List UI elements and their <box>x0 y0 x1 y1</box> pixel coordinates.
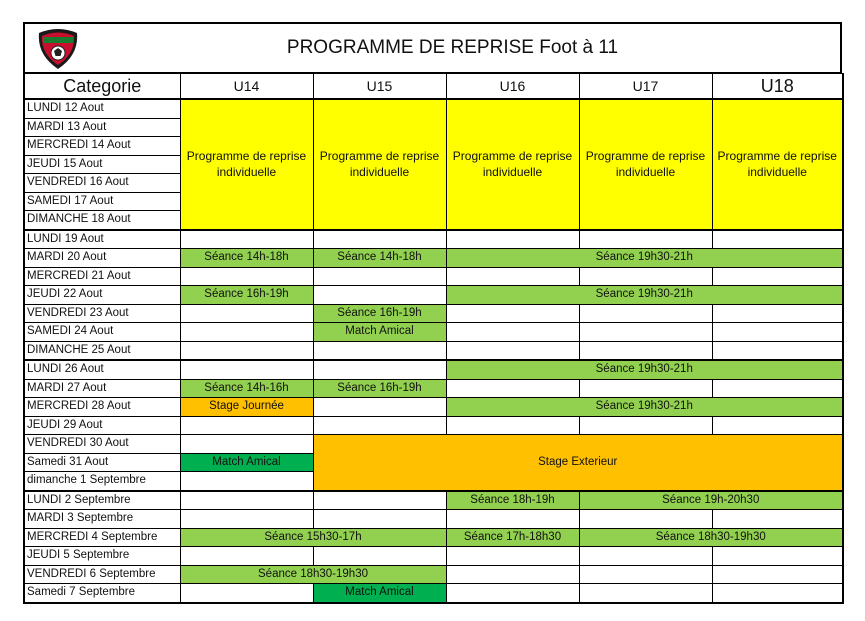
cell <box>712 230 843 249</box>
cell <box>446 323 579 342</box>
day-label: JEUDI 5 Septembre <box>24 547 180 566</box>
day-label: MARDI 27 Aout <box>24 379 180 398</box>
cell <box>446 267 579 286</box>
table-row <box>24 267 843 286</box>
table-row <box>24 435 843 454</box>
cell <box>446 584 579 603</box>
u17-individual: Programme de reprise individuelle <box>579 99 712 230</box>
cell <box>579 416 712 435</box>
u16-u18-session: Séance 19h30-21h <box>446 398 843 417</box>
day-label: JEUDI 22 Aout <box>24 286 180 305</box>
day-label: dimanche 1 Septembre <box>24 472 180 491</box>
u17-u18-session: Séance 19h-20h30 <box>579 491 843 510</box>
page-title: PROGRAMME DE REPRISE Foot à 11 <box>286 37 619 58</box>
day-label: DIMANCHE 18 Aout <box>24 211 180 230</box>
cell <box>313 286 446 305</box>
day-label: LUNDI 19 Aout <box>24 230 180 249</box>
cell <box>579 341 712 360</box>
day-label: DIMANCHE 25 Aout <box>24 341 180 360</box>
cell <box>579 565 712 584</box>
u15-session: Séance 16h-19h <box>313 379 446 398</box>
day-label: LUNDI 12 Aout <box>24 99 180 118</box>
cell <box>446 547 579 566</box>
day-label: MARDI 20 Aout <box>24 249 180 268</box>
cell <box>313 230 446 249</box>
day-label: VENDREDI 16 Aout <box>24 174 180 193</box>
cell <box>180 267 313 286</box>
u16-session: Séance 18h-19h <box>446 491 579 510</box>
cell <box>712 547 843 566</box>
cell <box>313 491 446 510</box>
cell <box>313 547 446 566</box>
title-bar <box>23 22 842 73</box>
cell <box>712 267 843 286</box>
u16-u18-session: Séance 19h30-21h <box>446 286 843 305</box>
u15-u18-stage-exterieur: Stage Exterieur <box>313 435 843 491</box>
cell <box>180 491 313 510</box>
cell <box>712 341 843 360</box>
cell <box>712 379 843 398</box>
cell <box>313 510 446 529</box>
u15-match: Match Amical <box>313 323 446 342</box>
day-label: VENDREDI 30 Aout <box>24 435 180 454</box>
header-u17: U17 <box>579 74 712 100</box>
cell <box>313 398 446 417</box>
u15-individual: Programme de reprise individuelle <box>313 99 446 230</box>
cell <box>579 267 712 286</box>
cell <box>579 510 712 529</box>
u14-session: Séance 16h-19h <box>180 286 313 305</box>
cell <box>180 416 313 435</box>
u17-u18-session: Séance 18h30-19h30 <box>579 528 843 547</box>
u16-u18-session: Séance 19h30-21h <box>446 249 843 268</box>
cell <box>180 360 313 379</box>
u14-individual: Programme de reprise individuelle <box>180 99 313 230</box>
header-u16: U16 <box>446 74 579 100</box>
cell <box>712 416 843 435</box>
header-u18: U18 <box>712 74 843 100</box>
u18-individual: Programme de reprise individuelle <box>712 99 843 230</box>
cell <box>446 510 579 529</box>
cell <box>579 547 712 566</box>
u14-u15-session: Séance 18h30-19h30 <box>180 565 446 584</box>
day-label: LUNDI 2 Septembre <box>24 491 180 510</box>
schedule-table <box>23 73 844 604</box>
cell <box>446 304 579 323</box>
table-row <box>24 379 843 398</box>
day-label: MERCREDI 28 Aout <box>24 398 180 417</box>
day-label: SAMEDI 17 Aout <box>24 192 180 211</box>
cell <box>180 230 313 249</box>
cell <box>579 323 712 342</box>
day-label: VENDREDI 23 Aout <box>24 304 180 323</box>
u14-stage-journee: Stage Journée <box>180 398 313 417</box>
table-row <box>24 304 843 323</box>
cell <box>446 341 579 360</box>
cell <box>313 416 446 435</box>
table-row <box>24 565 843 584</box>
cell <box>579 230 712 249</box>
table-row <box>24 249 843 268</box>
header-categorie: Categorie <box>24 74 180 100</box>
cell <box>180 304 313 323</box>
day-label: MARDI 3 Septembre <box>24 510 180 529</box>
table-row <box>24 99 843 118</box>
day-label: MERCREDI 4 Septembre <box>24 528 180 547</box>
day-label: Samedi 31 Aout <box>24 453 180 472</box>
u15-session: Séance 16h-19h <box>313 304 446 323</box>
table-row <box>24 286 843 305</box>
day-label: VENDREDI 6 Septembre <box>24 565 180 584</box>
cell <box>579 584 712 603</box>
table-row <box>24 323 843 342</box>
header-u15: U15 <box>313 74 446 100</box>
cell <box>180 547 313 566</box>
table-row <box>24 398 843 417</box>
u14-u15-session: Séance 15h30-17h <box>180 528 446 547</box>
cell <box>180 510 313 529</box>
cell <box>712 584 843 603</box>
u16-individual: Programme de reprise individuelle <box>446 99 579 230</box>
day-label: Samedi 7 Septembre <box>24 584 180 603</box>
day-label: LUNDI 26 Aout <box>24 360 180 379</box>
cell <box>313 267 446 286</box>
table-row <box>24 528 843 547</box>
day-label: MARDI 13 Aout <box>24 118 180 137</box>
day-label: SAMEDI 24 Aout <box>24 323 180 342</box>
table-row <box>24 360 843 379</box>
cell <box>579 379 712 398</box>
header-row <box>24 74 843 100</box>
table-row <box>24 547 843 566</box>
u14-session: Séance 14h-16h <box>180 379 313 398</box>
day-label: JEUDI 15 Aout <box>24 155 180 174</box>
cell <box>712 510 843 529</box>
u14-session: Séance 14h-18h <box>180 249 313 268</box>
table-row <box>24 510 843 529</box>
cell <box>180 341 313 360</box>
header-u14: U14 <box>180 74 313 100</box>
cell <box>712 304 843 323</box>
u16-session: Séance 17h-18h30 <box>446 528 579 547</box>
cell <box>446 379 579 398</box>
table-row <box>24 341 843 360</box>
table-row <box>24 491 843 510</box>
u16-u18-session: Séance 19h30-21h <box>446 360 843 379</box>
cell <box>579 304 712 323</box>
cell <box>313 341 446 360</box>
day-label: MERCREDI 21 Aout <box>24 267 180 286</box>
table-row <box>24 230 843 249</box>
u15-session: Séance 14h-18h <box>313 249 446 268</box>
cell <box>446 416 579 435</box>
cell <box>313 360 446 379</box>
cell <box>712 565 843 584</box>
day-label: MERCREDI 14 Aout <box>24 137 180 156</box>
cell <box>712 323 843 342</box>
cell <box>180 584 313 603</box>
cell <box>180 472 313 491</box>
cell <box>446 565 579 584</box>
table-row <box>24 584 843 603</box>
u15-match: Match Amical <box>313 584 446 603</box>
day-label: JEUDI 29 Aout <box>24 416 180 435</box>
table-row <box>24 416 843 435</box>
cell <box>446 230 579 249</box>
cell <box>180 435 313 454</box>
schedule-sheet <box>23 22 842 604</box>
u14-match: Match Amical <box>180 453 313 472</box>
cell <box>180 323 313 342</box>
